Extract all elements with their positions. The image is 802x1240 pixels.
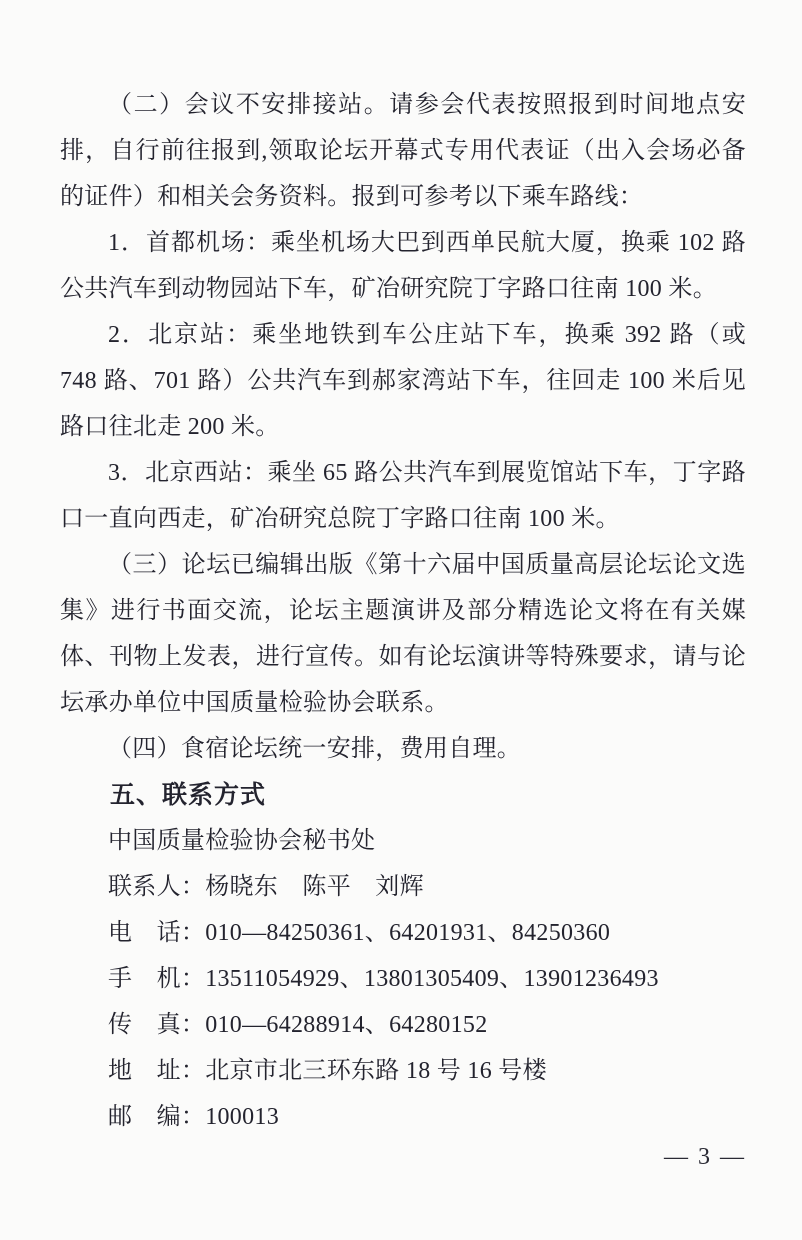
section-heading-contact: 五、联系方式 xyxy=(110,781,267,809)
contact-address: 地 址：北京市北三环东路 18 号 16 号楼 xyxy=(108,1058,547,1084)
contact-postcode: 邮 编：100013 xyxy=(108,1104,279,1130)
paragraph-route-beijing-west-station: 3．北京西站：乘坐 65 路公共汽车到展览馆站下车，丁字路口一直向西走，矿冶研究总院丁字路口往南 100 米。 xyxy=(60,460,746,532)
paragraph-accommodation: （四）食宿论坛统一安排，费用自理。 xyxy=(108,736,522,762)
paragraph-route-capital-airport: 1．首都机场：乘坐机场大巴到西单民航大厦，换乘 102 路公共汽车到动物园站下车，矿冶研究院丁字路口往南 100 米。 xyxy=(60,230,746,302)
contact-phone: 电 话：010—84250361、64201931、84250360 xyxy=(108,920,611,946)
contact-secretariat: 中国质量检验协会秘书处 xyxy=(108,828,376,854)
page-number: — 3 — xyxy=(664,1144,746,1170)
paragraph-meeting-no-pickup: （二）会议不安排接站。请参会代表按照报到时间地点安排，自行前往报到,领取论坛开幕式专用代表证（出入会场必备的证件）和相关会务资料。报到可参考以下乘车路线： xyxy=(60,92,746,210)
contact-fax: 传 真：010—64288914、64280152 xyxy=(108,1012,488,1038)
paragraph-route-beijing-station: 2．北京站：乘坐地铁到车公庄站下车，换乘 392 路（或 748 路、701 路）公共汽车到郝家湾站下车，往回走 100 米后见路口往北走 200 米。 xyxy=(60,322,746,440)
contact-mobile: 手 机：13511054929、13801305409、13901236493 xyxy=(108,966,659,992)
contact-persons: 联系人：杨晓东 陈平 刘辉 xyxy=(108,874,424,900)
paragraph-forum-proceedings: （三）论坛已编辑出版《第十六届中国质量高层论坛论文选集》进行书面交流，论坛主题演讲及部分精选论文将在有关媒体、刊物上发表，进行宣传。如有论坛演讲等特殊要求，请与论坛承办单位中国质量检验协会联系。 xyxy=(60,552,746,716)
